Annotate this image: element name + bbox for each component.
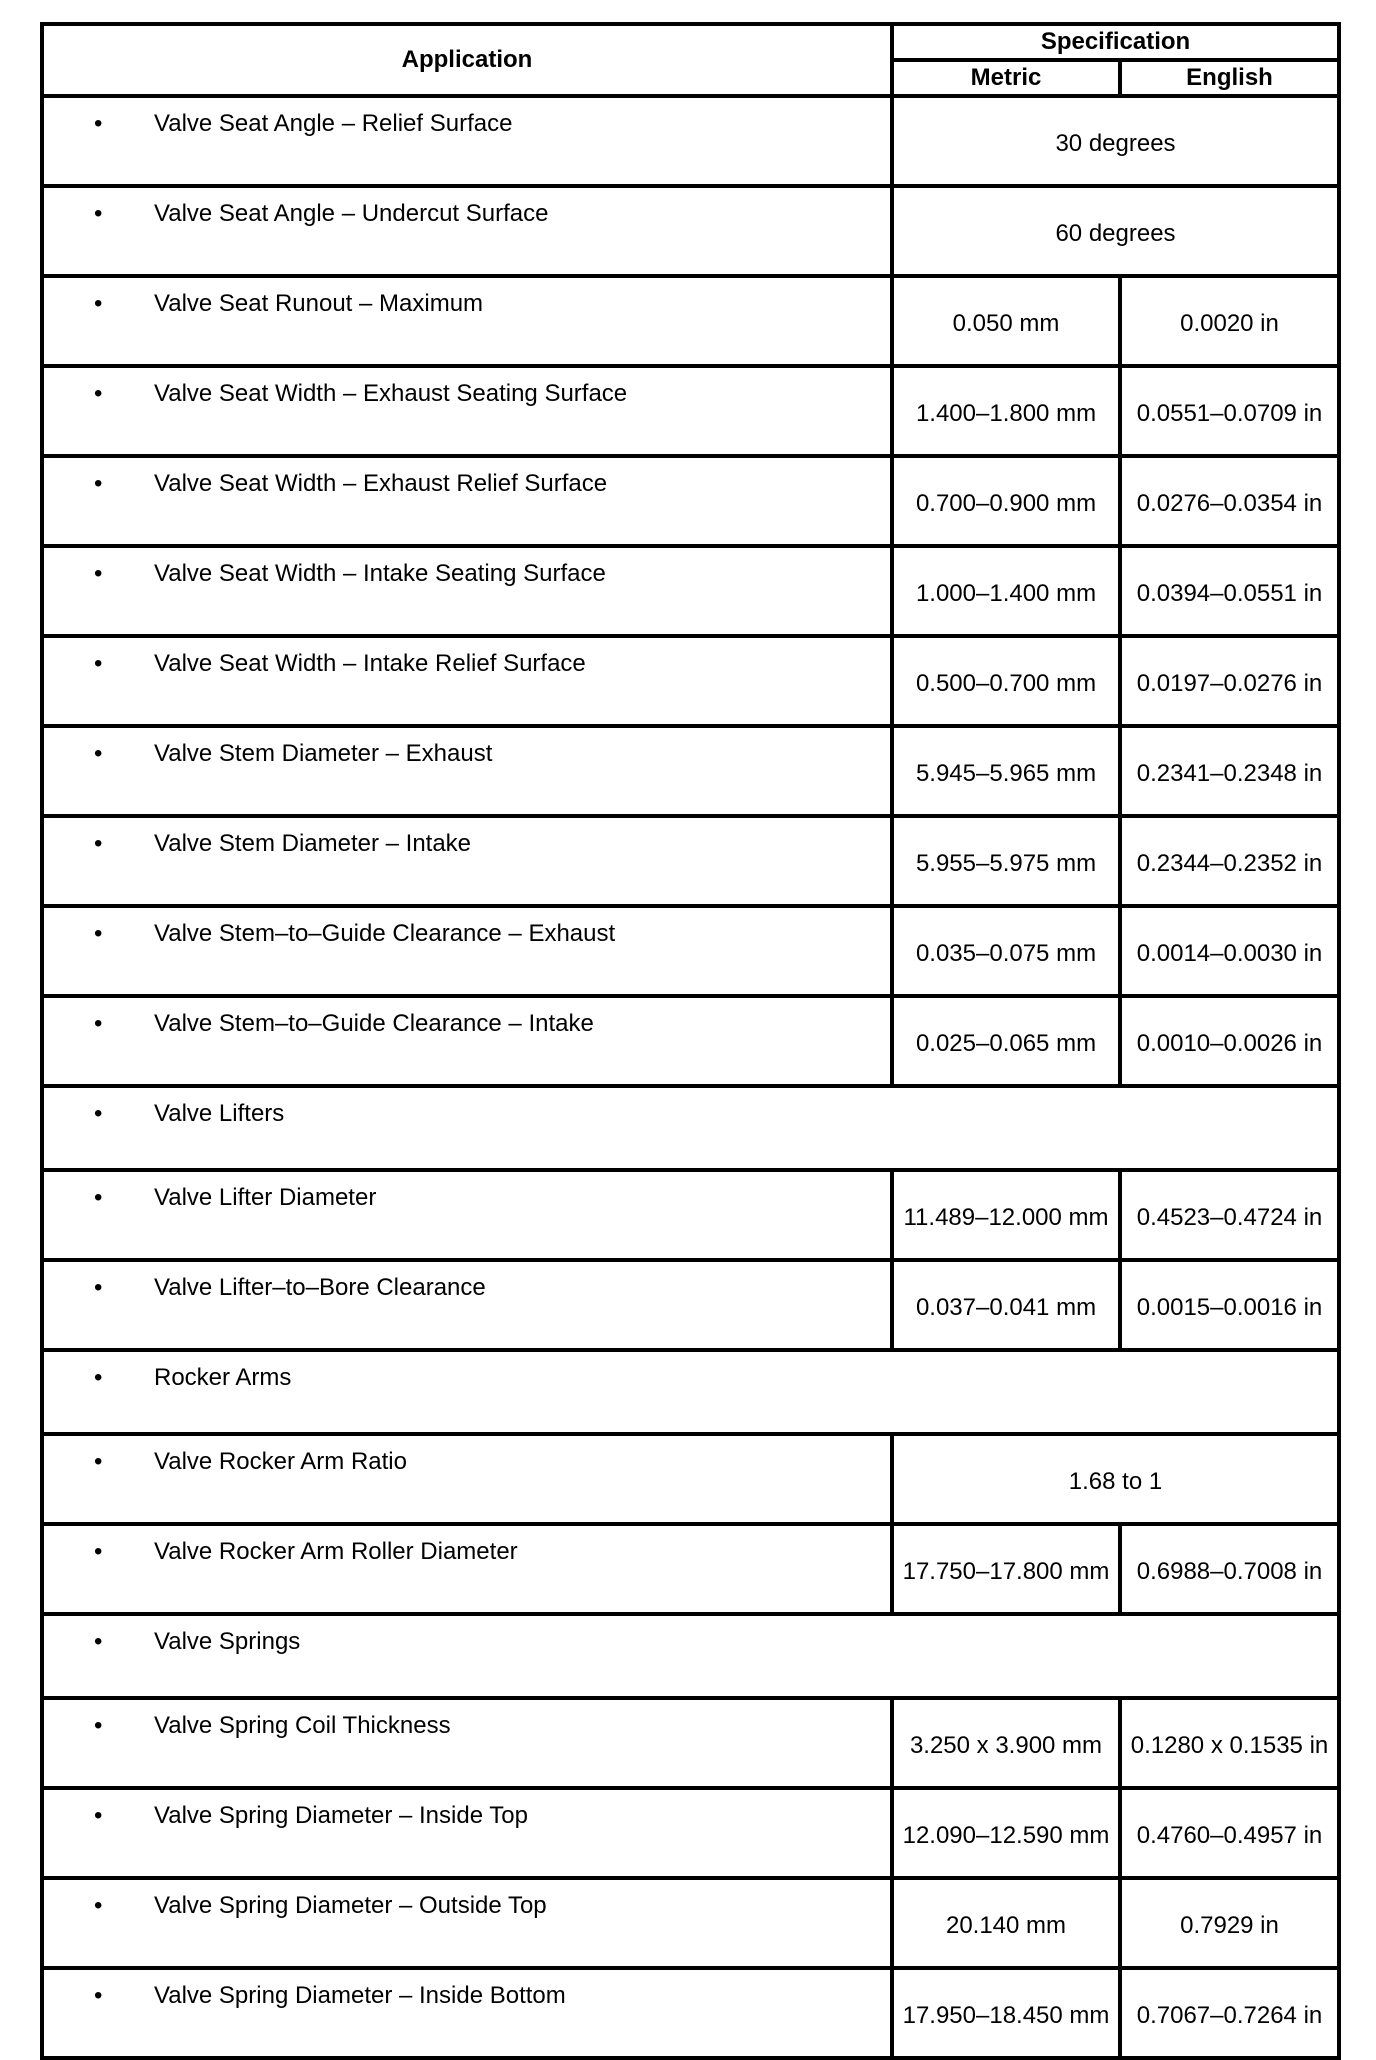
application-cell	[42, 366, 892, 456]
bullet-icon: •	[94, 1448, 103, 1475]
bullet-icon: •	[94, 560, 103, 587]
bullet-icon: •	[94, 110, 103, 137]
bullet-icon: •	[94, 1802, 103, 1829]
table-row	[42, 906, 1339, 996]
table-row	[42, 636, 1339, 726]
table-header	[42, 24, 1339, 96]
application-label: Valve Spring Diameter – Inside Bottom	[154, 1982, 566, 2009]
bullet-icon: •	[94, 290, 103, 317]
metric-header: Metric	[892, 60, 1120, 96]
table-row	[42, 1434, 1339, 1524]
english-cell: 0.0276–0.0354 in	[1120, 456, 1339, 546]
bullet-icon: •	[94, 740, 103, 767]
application-label: Valve Lifter–to–Bore Clearance	[154, 1274, 486, 1301]
application-label: Valve Springs	[154, 1628, 301, 1655]
table-row	[42, 1524, 1339, 1614]
application-label: Valve Spring Diameter – Outside Top	[154, 1892, 547, 1919]
application-cell	[42, 636, 892, 726]
metric-cell: 1.000–1.400 mm	[892, 546, 1120, 636]
table-row	[42, 1878, 1339, 1968]
application-label: Valve Seat Runout – Maximum	[154, 290, 484, 317]
metric-cell: 1.400–1.800 mm	[892, 366, 1120, 456]
english-cell: 0.4523–0.4724 in	[1120, 1170, 1339, 1260]
english-header: English	[1120, 60, 1339, 96]
english-cell: 0.7929 in	[1120, 1878, 1339, 1968]
section-row	[42, 1086, 1339, 1170]
application-label: Valve Rocker Arm Ratio	[154, 1448, 407, 1475]
application-cell	[42, 546, 892, 636]
bullet-icon: •	[94, 1538, 103, 1565]
application-cell	[42, 1524, 892, 1614]
english-cell: 0.7067–0.7264 in	[1120, 1968, 1339, 2058]
application-label: Valve Seat Width – Intake Relief Surface	[154, 650, 586, 677]
application-cell	[42, 1086, 1339, 1170]
metric-cell: 12.090–12.590 mm	[892, 1788, 1120, 1878]
specification-header: Specification	[892, 24, 1339, 60]
bullet-icon: •	[94, 1010, 103, 1037]
bullet-icon: •	[94, 1100, 103, 1127]
table-body	[42, 96, 1339, 2058]
application-cell	[42, 186, 892, 276]
bullet-icon: •	[94, 1982, 103, 2009]
application-cell	[42, 1434, 892, 1524]
table-row	[42, 456, 1339, 546]
application-cell	[42, 726, 892, 816]
english-cell: 0.2344–0.2352 in	[1120, 816, 1339, 906]
table-row	[42, 1698, 1339, 1788]
application-label: Rocker Arms	[154, 1364, 292, 1391]
application-label: Valve Stem–to–Guide Clearance – Exhaust	[154, 920, 616, 947]
metric-cell: 17.750–17.800 mm	[892, 1524, 1120, 1614]
application-label: Valve Lifter Diameter	[154, 1184, 377, 1211]
table-row	[42, 816, 1339, 906]
application-cell	[42, 1698, 892, 1788]
english-cell: 0.0551–0.0709 in	[1120, 366, 1339, 456]
bullet-icon: •	[94, 200, 103, 227]
combined-spec-cell: 30 degrees	[892, 96, 1339, 186]
metric-cell: 0.035–0.075 mm	[892, 906, 1120, 996]
application-cell	[42, 1614, 1339, 1698]
table-row	[42, 366, 1339, 456]
application-label: Valve Seat Width – Intake Seating Surface	[154, 560, 606, 587]
table-row	[42, 1968, 1339, 2058]
metric-cell: 5.945–5.965 mm	[892, 726, 1120, 816]
table-row	[42, 726, 1339, 816]
application-cell	[42, 906, 892, 996]
english-cell: 0.0394–0.0551 in	[1120, 546, 1339, 636]
table-row	[42, 276, 1339, 366]
bullet-icon: •	[94, 1892, 103, 1919]
english-cell: 0.2341–0.2348 in	[1120, 726, 1339, 816]
application-cell	[42, 276, 892, 366]
bullet-icon: •	[94, 380, 103, 407]
section-row	[42, 1350, 1339, 1434]
bullet-icon: •	[94, 830, 103, 857]
table-row	[42, 996, 1339, 1086]
english-cell: 0.0197–0.0276 in	[1120, 636, 1339, 726]
application-cell	[42, 1968, 892, 2058]
english-cell: 0.0015–0.0016 in	[1120, 1260, 1339, 1350]
application-cell	[42, 1350, 1339, 1434]
metric-cell: 0.500–0.700 mm	[892, 636, 1120, 726]
bullet-icon: •	[94, 650, 103, 677]
combined-spec-cell: 60 degrees	[892, 186, 1339, 276]
bullet-icon: •	[94, 1364, 103, 1391]
application-cell	[42, 1878, 892, 1968]
application-cell	[42, 1260, 892, 1350]
application-label: Valve Seat Angle – Undercut Surface	[154, 200, 549, 227]
application-cell	[42, 96, 892, 186]
table-row	[42, 546, 1339, 636]
application-cell	[42, 1170, 892, 1260]
metric-cell: 11.489–12.000 mm	[892, 1170, 1120, 1260]
english-cell: 0.4760–0.4957 in	[1120, 1788, 1339, 1878]
table-row	[42, 1788, 1339, 1878]
metric-cell: 20.140 mm	[892, 1878, 1120, 1968]
application-label: Valve Seat Width – Exhaust Seating Surface	[154, 380, 628, 407]
metric-cell: 0.050 mm	[892, 276, 1120, 366]
table-row	[42, 1170, 1339, 1260]
application-label: Valve Stem Diameter – Exhaust	[154, 740, 493, 767]
section-row	[42, 1614, 1339, 1698]
application-cell	[42, 1788, 892, 1878]
application-label: Valve Seat Width – Exhaust Relief Surface	[154, 470, 608, 497]
application-label: Valve Lifters	[154, 1100, 285, 1127]
application-label: Valve Stem Diameter – Intake	[154, 830, 472, 857]
table-row	[42, 96, 1339, 186]
metric-cell: 3.250 x 3.900 mm	[892, 1698, 1120, 1788]
bullet-icon: •	[94, 1184, 103, 1211]
english-cell: 0.6988–0.7008 in	[1120, 1524, 1339, 1614]
table-row	[42, 1260, 1339, 1350]
application-label: Valve Spring Coil Thickness	[154, 1712, 451, 1739]
bullet-icon: •	[94, 1274, 103, 1301]
application-label: Valve Spring Diameter – Inside Top	[154, 1802, 528, 1829]
application-cell	[42, 456, 892, 546]
english-cell: 0.0020 in	[1120, 276, 1339, 366]
metric-cell: 0.037–0.041 mm	[892, 1260, 1120, 1350]
metric-cell: 0.700–0.900 mm	[892, 456, 1120, 546]
application-label: Valve Seat Angle – Relief Surface	[154, 110, 513, 137]
application-header: Application	[42, 24, 892, 96]
metric-cell: 0.025–0.065 mm	[892, 996, 1120, 1086]
english-cell: 0.0010–0.0026 in	[1120, 996, 1339, 1086]
metric-cell: 5.955–5.975 mm	[892, 816, 1120, 906]
metric-cell: 17.950–18.450 mm	[892, 1968, 1120, 2058]
combined-spec-cell: 1.68 to 1	[892, 1434, 1339, 1524]
english-cell: 0.1280 x 0.1535 in	[1120, 1698, 1339, 1788]
bullet-icon: •	[94, 470, 103, 497]
application-cell	[42, 996, 892, 1086]
table-row	[42, 186, 1339, 276]
english-cell: 0.0014–0.0030 in	[1120, 906, 1339, 996]
specification-table	[40, 22, 1341, 2060]
bullet-icon: •	[94, 1628, 103, 1655]
application-label: Valve Stem–to–Guide Clearance – Intake	[154, 1010, 594, 1037]
application-cell	[42, 816, 892, 906]
application-label: Valve Rocker Arm Roller Diameter	[154, 1538, 518, 1565]
bullet-icon: •	[94, 920, 103, 947]
bullet-icon: •	[94, 1712, 103, 1739]
